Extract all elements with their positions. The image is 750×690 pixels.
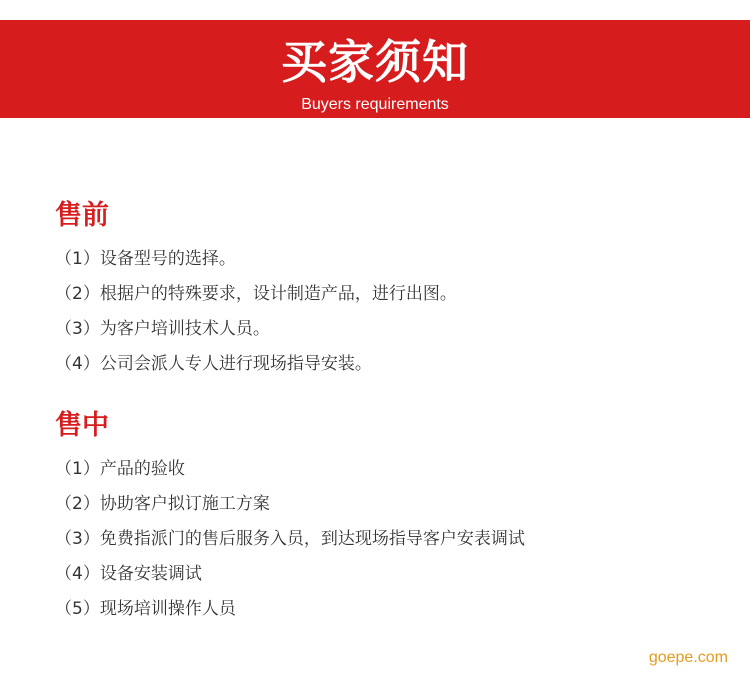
list-item: （1）设备型号的选择。: [55, 249, 236, 269]
page-title: 买家须知: [281, 35, 469, 89]
section-heading-insale: 售中: [55, 410, 109, 441]
section-presale: [55, 196, 715, 382]
list-item: （3）免费指派门的售后服务入员，到达现场指导客户安表调试: [55, 529, 525, 549]
watermark-text: goepe.com: [648, 649, 728, 666]
section-heading-presale: 售前: [55, 200, 109, 231]
page-subtitle: Buyers requirements: [301, 96, 449, 113]
list-item: （2）根据户的特殊要求，设计制造产品，进行出图。: [55, 284, 457, 304]
list-item: （4）公司会派人专人进行现场指导安装。: [55, 354, 372, 374]
list-item: （2）协助客户拟订施工方案: [55, 494, 270, 514]
list-item: （3）为客户培训技术人员。: [55, 319, 270, 339]
section-insale: [55, 406, 715, 627]
list-item: （4）设备安装调试: [55, 564, 202, 584]
header-banner: [0, 20, 750, 118]
list-item: （1）产品的验收: [55, 459, 185, 479]
insale-list: [55, 452, 715, 627]
list-item: （5）现场培训操作人员: [55, 599, 236, 619]
presale-list: [55, 242, 715, 382]
